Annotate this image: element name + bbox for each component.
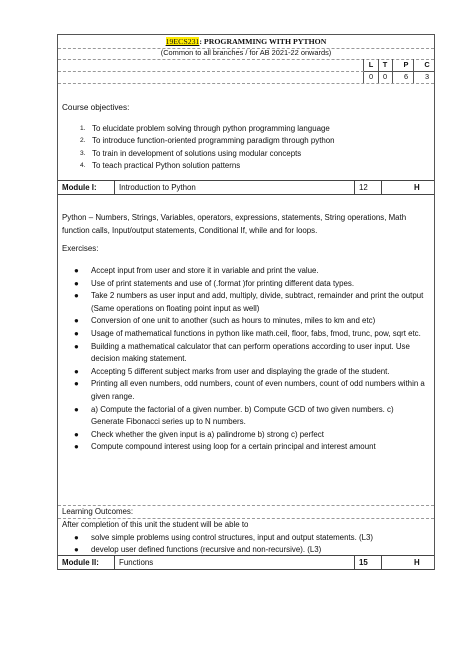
outcomes-heading: Learning Outcomes: — [62, 507, 134, 516]
syllabus-page — [57, 34, 435, 570]
module-1-header — [58, 180, 434, 195]
list-item: ● Building a mathematical calculator that can perform operations according to user input. Use decision making statement. — [74, 341, 410, 364]
ltpc-value-l: 0 — [368, 72, 374, 81]
ltpc-label-t: T — [382, 60, 388, 69]
ltpc-label-p: P — [403, 60, 409, 69]
list-item: ● develop user defined functions (recursive and non-recursive). (L3) — [74, 544, 322, 554]
divider — [381, 556, 382, 569]
list-item: ● a) Compute the factorial of a given number. b) Compute GCD of two given numbers. c) Generate Fibonacci series up to N numbers. — [74, 404, 394, 427]
list-item: 2. To introduce function-oriented programming paradigm through python — [80, 136, 335, 146]
ltpc-value-c: 3 — [424, 72, 430, 81]
ltpc-value-t: 0 — [382, 72, 388, 81]
list-item: ● Conversion of one unit to another (such as hours to minutes, miles to km and etc) — [74, 316, 376, 326]
list-item: 3. To train in development of solutions using modular concepts — [80, 148, 302, 158]
module-2-header — [58, 555, 434, 570]
divider — [364, 71, 434, 72]
list-item: ● Usage of mathematical functions in python like math.ceil, floor, fabs, fmod, trunc, pow, sqrt etc. — [74, 328, 421, 338]
ltpc-table — [363, 59, 434, 83]
module-2-level: H — [414, 558, 420, 567]
list-item: 4. To teach practical Python solution patterns — [80, 161, 241, 171]
list-item: ● Take 2 numbers as user input and add, multiply, divide, subtract, remainder and print the output (Same operations on floating point input as well) — [74, 291, 424, 313]
list-item: ● Use of print statements and use of (.format )for printing different data types. — [74, 278, 355, 288]
module-2-label: Module II: — [62, 558, 99, 567]
divider — [58, 83, 434, 84]
divider — [58, 505, 434, 506]
module-2-title: Functions — [119, 558, 154, 567]
divider — [58, 518, 434, 519]
list-item: ● Printing all even numbers, odd numbers, count of even numbers, count of odd numbers within a given range. — [74, 379, 425, 401]
list-item: ● Check whether the given input is a) palindrome b) strong c) perfect — [74, 429, 324, 439]
list-item: ● solve simple problems using control structures, input and output statements. (L3) — [74, 533, 374, 542]
course-subtitle: (Common to all branches / for AB 2021-22 onwards) — [160, 48, 332, 57]
list-item: ● Compute compound interest using loop for a certain principal and interest amount — [74, 442, 376, 452]
divider — [354, 556, 355, 569]
list-item: ● Accepting 5 different subject marks from user and displaying the grade of the student. — [74, 366, 390, 376]
module-1-title: Introduction to Python — [119, 183, 196, 192]
list-item: 1. To elucidate problem solving through python programming language — [80, 124, 330, 133]
course-code: 19ECS231 — [165, 37, 200, 46]
module-1-label: Module I: — [62, 183, 97, 192]
ltpc-value-p: 6 — [403, 72, 409, 81]
module-1-level: H — [414, 183, 420, 192]
divider — [381, 181, 382, 194]
module-1-description: Python – Numbers, Strings, Variables, operators, expressions, statements, String operations, Math function calls, Input/output statements, Conditional If, while and for loops. — [62, 213, 407, 235]
ltpc-label-c: C — [424, 60, 430, 69]
objectives-list — [77, 123, 422, 173]
objectives-heading: Course objectives: — [62, 103, 130, 112]
divider — [58, 71, 364, 72]
outcomes-list — [62, 532, 426, 555]
divider — [114, 181, 115, 194]
ltpc-label-l: L — [368, 60, 374, 69]
divider — [114, 556, 115, 569]
module-2-hours: 15 — [359, 558, 368, 567]
exercises-list — [62, 265, 426, 454]
divider — [354, 181, 355, 194]
module-1-hours: 12 — [359, 183, 368, 192]
list-item: ● Accept input from user and store it in variable and print the value. — [74, 266, 319, 275]
course-name: : PROGRAMMING WITH PYTHON — [199, 37, 327, 46]
outcomes-intro: After completion of this unit the student will be able to — [62, 520, 249, 529]
exercises-heading: Exercises: — [62, 244, 99, 253]
